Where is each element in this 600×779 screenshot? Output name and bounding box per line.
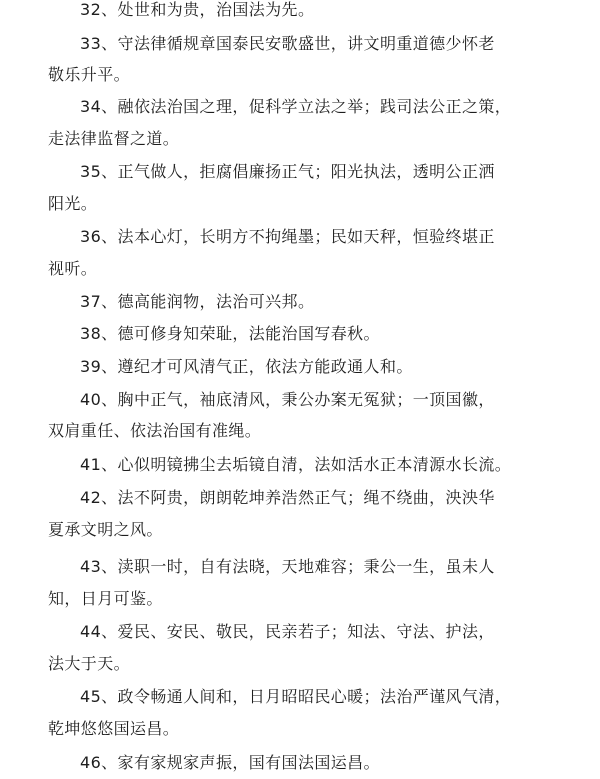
slogan-45-line-1: 45、政令畅通人间和，日月昭昭民心暖；法治严谨风气清， bbox=[80, 687, 512, 706]
slogan-36-line-1: 36、法本心灯，长明方不拘绳墨；民如天秤，恒验终堪正 bbox=[80, 227, 495, 246]
slogan-34-line-1: 34、融依法治国之理，促科学立法之举；践司法公正之策， bbox=[80, 97, 512, 116]
slogan-46-line-1: 46、家有家规家声振，国有国法国运昌。 bbox=[80, 753, 380, 772]
slogan-38-line-1: 38、德可修身知荣耻，法能治国写春秋。 bbox=[80, 324, 380, 343]
slogan-44-line-2: 法大于天。 bbox=[48, 654, 131, 673]
slogan-40-line-1: 40、胸中正气，袖底清风，秉公办案无冤狱；一顶国徽， bbox=[80, 390, 495, 409]
slogan-45-line-2: 乾坤悠悠国运昌。 bbox=[48, 719, 180, 738]
slogan-43-line-1: 43、渎职一时，自有法晓，天地难容；秉公一生，虽未人 bbox=[80, 557, 495, 576]
slogan-37-line-1: 37、德高能润物，法治可兴邦。 bbox=[80, 292, 315, 311]
slogan-33-line-1: 33、守法律循规章国泰民安歌盛世，讲文明重道德少怀老 bbox=[80, 34, 495, 53]
slogan-40-line-2: 双肩重任、依法治国有准绳。 bbox=[48, 421, 262, 440]
slogan-36-line-2: 视听。 bbox=[48, 259, 98, 278]
slogan-39-line-1: 39、遵纪才可风清气正，依法方能政通人和。 bbox=[80, 357, 413, 376]
slogan-32-line-1: 32、处世和为贵，治国法为先。 bbox=[80, 0, 315, 19]
slogan-33-line-2: 敬乐升平。 bbox=[48, 65, 131, 84]
slogan-35-line-1: 35、正气做人，拒腐倡廉扬正气；阳光执法，透明公正洒 bbox=[80, 162, 495, 181]
slogan-34-line-2: 走法律监督之道。 bbox=[48, 129, 180, 148]
slogan-41-line-1: 41、心似明镜拂尘去垢镜自清，法如活水正本清源水长流。 bbox=[80, 455, 512, 474]
slogan-43-line-2: 知，日月可鉴。 bbox=[48, 589, 163, 608]
slogan-44-line-1: 44、爱民、安民、敬民，民亲若子；知法、守法、护法， bbox=[80, 622, 495, 641]
slogan-42-line-1: 42、法不阿贵，朗朗乾坤养浩然正气；绳不绕曲，泱泱华 bbox=[80, 488, 495, 507]
slogan-35-line-2: 阳光。 bbox=[48, 194, 98, 213]
slogan-42-line-2: 夏承文明之风。 bbox=[48, 520, 163, 539]
